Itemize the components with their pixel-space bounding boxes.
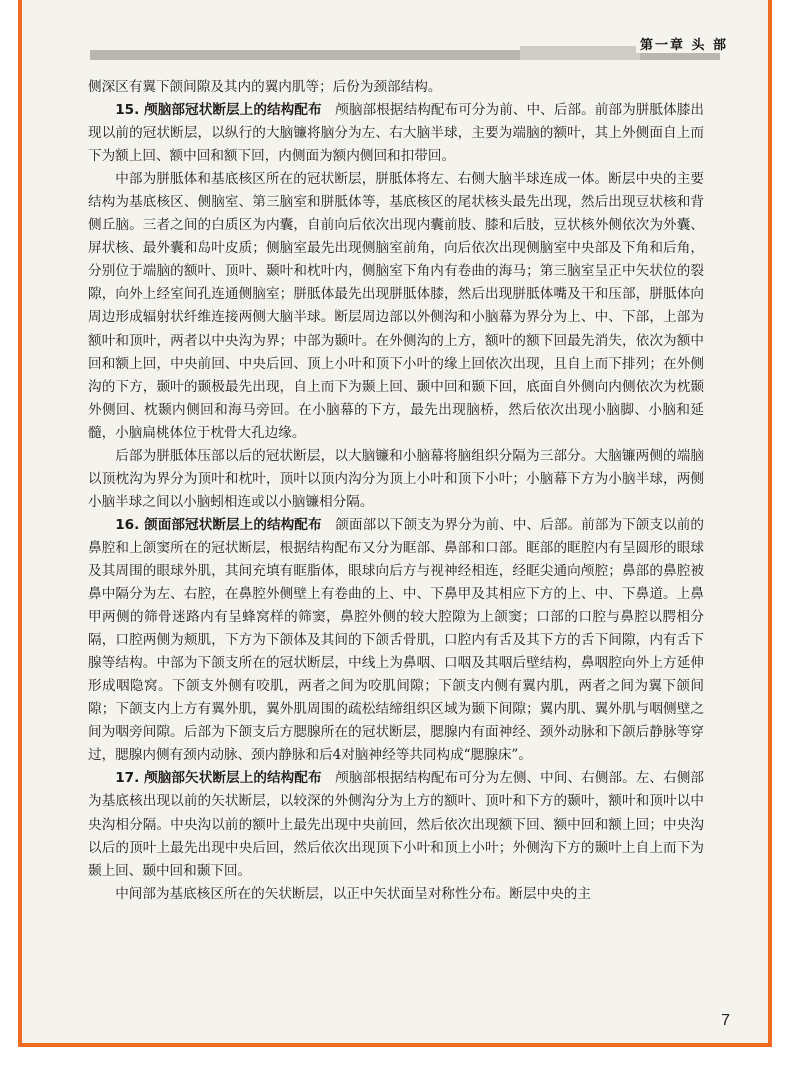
section-heading: 15. 颅脑部冠状断层上的结构配布 [115, 102, 322, 119]
paragraph-text: 中部为胼胝体和基底核区所在的冠状断层，胼胝体将左、右侧大脑半球连成一体。断层中央的主要结构为基底核区、侧脑室、第三脑室和胼胝体等，基底核区的尾状核头最先出现，然后出现豆状核和背侧丘脑。三者之间的白质区为内囊，自前向后依次出现内囊前肢、膝和后肢，豆状核外侧依次为外囊、屏状核、最外囊和岛叶皮质；侧脑室最先出现侧脑室前角，向后依次出现侧脑室中央部及下角和后角，分别位于端脑的额叶、顶叶、颞叶和枕叶内，侧脑室下角内有卷曲的海马；第三脑室呈正中矢状位的裂隙，向外上经室间孔连通侧脑室；胼胝体最先出现胼胝体膝，然后出现胼胝体嘴及干和压部，胼胝体向周边形成辐射状纤维连接两侧大脑半球。断层周边部以外侧沟和小脑幕为界分为上、中、下部，上部为额叶和顶叶，两者以中央沟为界；中部为颞叶。在外侧沟的上方，额叶的额下回最先消失，依次为额中回和额上回，中央前回、中央后回、顶上小叶和顶下小叶的缘上回依次出现，且自上而下排列；在外侧沟的下方，颞叶的颞极最先出现，自上而下为颞上回、颞中回和颞下回，底面自外侧向内侧依次为枕颞外侧回、枕颞内侧回和海马旁回。在小脑幕的下方，最先出现脑桥，然后依次出现小脑脚、小脑和延髓，小脑扁桃体位于枕骨大孔边缘。 [88, 171, 704, 441]
header-rule [90, 50, 720, 60]
paragraph [88, 514, 704, 768]
paragraph-text: 颌面部以下颌支为界分为前、中、后部。前部为下颌支以前的鼻腔和上颌窦所在的冠状断层，根据结构配布又分为眶部、鼻部和口部。眶部的眶腔内有呈圆形的眼球及其周围的眼球外肌，其间充填有眶脂体，眼球向后方与视神经相连，经眶尖通向颅腔；鼻部的鼻腔被鼻中隔分为左、右腔，在鼻腔外侧壁上有卷曲的上、中、下鼻甲及其相应下方的上、中、下鼻道。上鼻甲两侧的筛骨迷路内有呈蜂窝样的筛窦，鼻腔外侧的较大腔隙为上颌窦；口部的口腔与鼻腔以腭相分隔，口腔两侧为颊肌，下方为下颌体及其间的下颌舌骨肌，口腔内有舌及其下方的舌下间隙，内有舌下腺等结构。中部为下颌支所在的冠状断层，中线上为鼻咽、口咽及其咽后壁结构，鼻咽腔向外上方延伸形成咽隐窝。下颌支外侧有咬肌，两者之间为咬肌间隙；下颌支内侧有翼内肌，两者之间为翼下颌间隙；下颌支内上方有翼外肌，翼外肌周围的疏松结缔组织区域为颞下间隙；翼内肌、翼外肌与咽侧壁之间为咽旁间隙。后部为下颌支后方腮腺所在的冠状断层，腮腺内有面神经、颈外动脉和下颌后静脉等穿过，腮腺内侧有颈内动脉、颈内静脉和后4对脑神经等共同构成“腮腺床”。 [88, 516, 705, 764]
header-ghost-text [520, 46, 640, 60]
paragraph-text: 中间部为基底核区所在的矢状断层，以正中矢状面呈对称性分布。断层中央的主 [115, 885, 591, 902]
paragraph [88, 76, 704, 99]
paragraph [88, 767, 704, 882]
body-text [88, 76, 704, 906]
paragraph [88, 445, 704, 514]
page-number: 7 [721, 1012, 730, 1029]
paragraph-text: 颅脑部根据结构配布可分为前、中、后部。前部为胼胝体膝出现以前的冠状断层，以纵行的大脑镰将脑分为左、右大脑半球，主要为端脑的额叶，其上外侧面自上而下为额上回、额中回和额下回，内侧面为额内侧回和扣带回。 [88, 102, 705, 165]
paragraph [88, 168, 704, 445]
paragraph [88, 883, 704, 906]
paragraph-text: 后部为胼胝体压部以后的冠状断层，以大脑镰和小脑幕将脑组织分隔为三部分。大脑镰两侧的端脑以顶枕沟为界分为顶叶和枕叶，顶叶以顶内沟分为顶上小叶和顶下小叶；小脑幕下方为小脑半球，两侧小脑半球之间以小脑蚓相连或以小脑镰相分隔。 [88, 447, 704, 510]
chapter-title: 第一章 头 部 [636, 34, 732, 53]
paragraph-text: 侧深区有翼下颌间隙及其内的翼内肌等；后份为颈部结构。 [88, 79, 442, 95]
paragraph-text: 颅脑部根据结构配布可分为左侧、中间、右侧部。左、右侧部为基底核出现以前的矢状断层，以较深的外侧沟分为上方的额叶、顶叶和下方的颞叶，额叶和顶叶以中央沟相分隔。中央沟以前的额叶上最先出现中央前回，然后依次出现额下回、额中回和额上回；中央沟以后的顶叶上最先出现中央后回，然后依次出现顶下小叶和顶上小叶；外侧沟下方的颞叶上自上而下为颞上回、颞中回和颞下回。 [88, 770, 705, 879]
section-heading: 16. 颌面部冠状断层上的结构配布 [115, 516, 322, 533]
paragraph [88, 99, 704, 168]
section-heading: 17. 颅脑部矢状断层上的结构配布 [115, 770, 322, 787]
